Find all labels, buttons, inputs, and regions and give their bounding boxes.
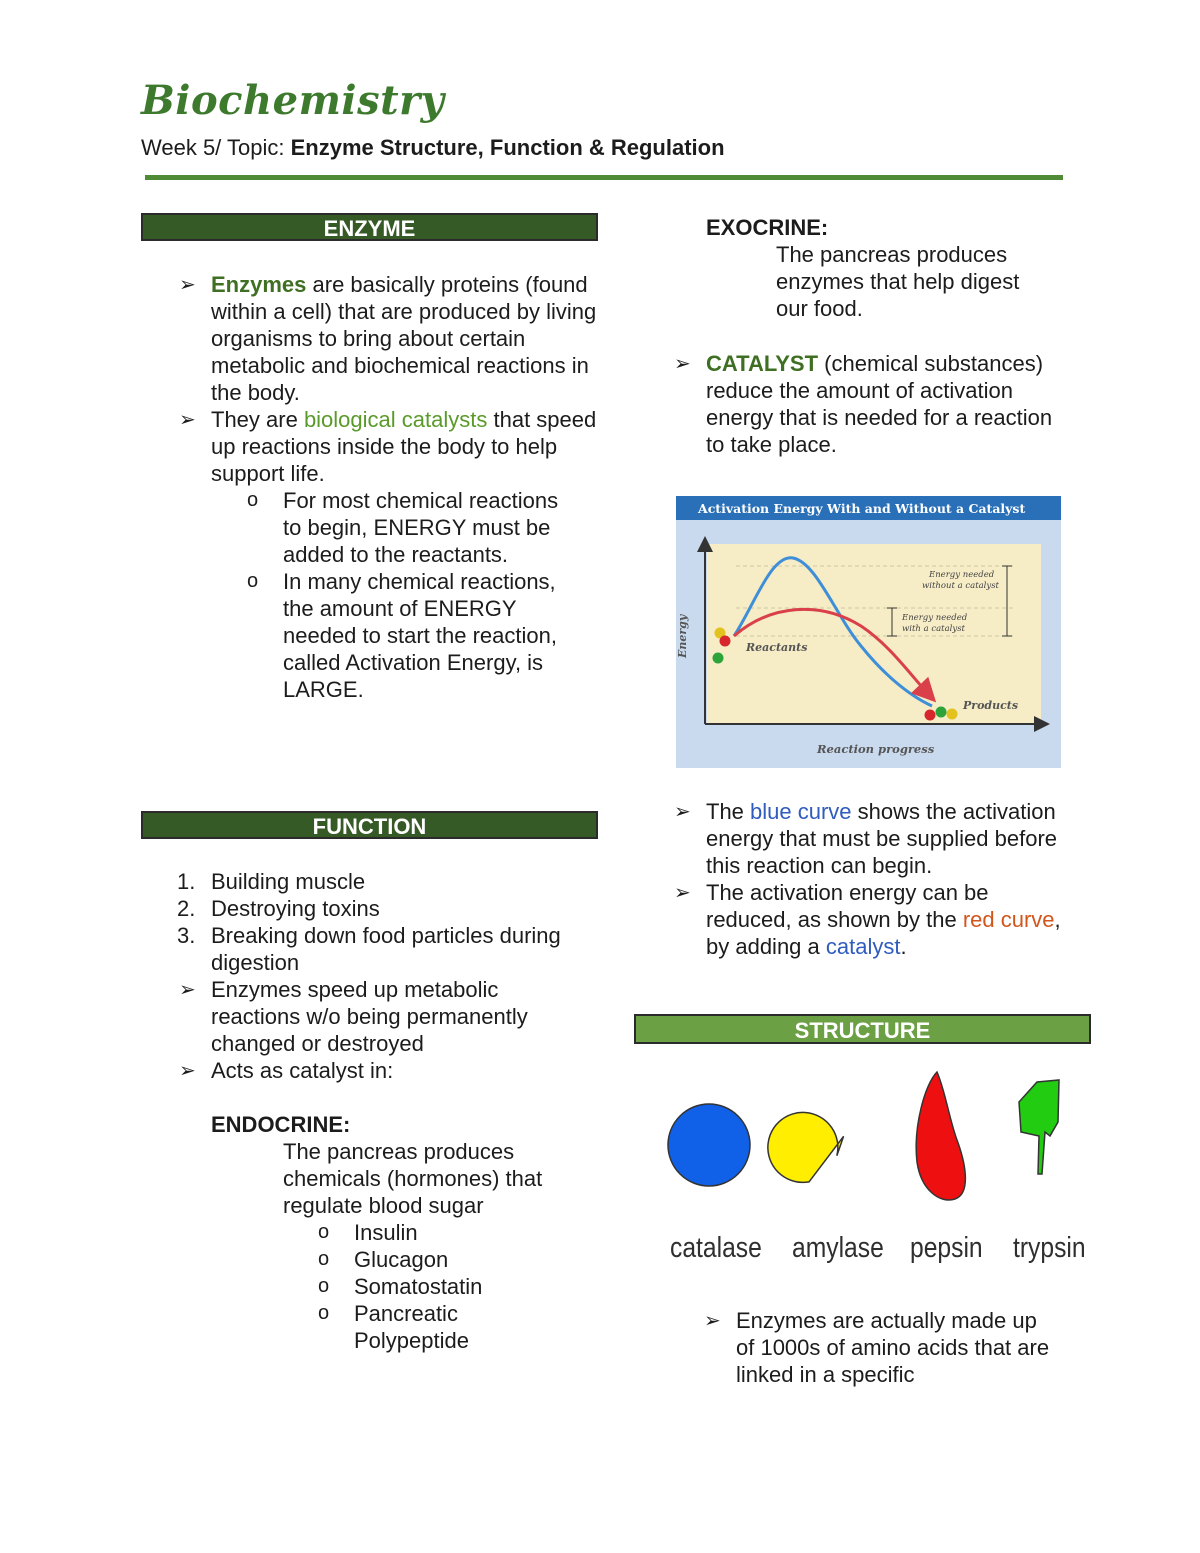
blue-curve-term: blue curve xyxy=(750,799,852,824)
function-item-3-text: Breaking down food particles during digestion xyxy=(211,923,561,975)
red-curve-term: red curve xyxy=(962,907,1055,932)
hormone-item: o Glucagon xyxy=(141,1246,481,1273)
function-item-1 xyxy=(141,868,601,895)
catalyst-link-term: catalyst xyxy=(825,934,901,959)
catalyst-block xyxy=(636,350,1056,458)
enzyme-shapes xyxy=(655,1062,1095,1212)
blue-bullet-post: shows the activation energy that must be supplied before this reaction can begin. xyxy=(706,799,1058,878)
reactant-molecule xyxy=(720,636,731,647)
function-item-3-number: 3. xyxy=(177,923,196,948)
structure-bullet-block xyxy=(666,1307,1056,1388)
blue-curve-bullet xyxy=(636,798,1066,879)
function-item-1-number: 1. xyxy=(177,869,196,894)
enzyme-section-band: ENZYME xyxy=(141,213,598,241)
structure-section-band: STRUCTURE xyxy=(634,1014,1091,1044)
exocrine-heading: EXOCRINE: xyxy=(706,215,829,240)
hormone-item: o Insulin xyxy=(141,1219,481,1246)
y-axis-label: Energy xyxy=(676,614,689,658)
curve-explanation-block xyxy=(636,798,1066,960)
catalyst-bullet-text: (chemical substances) reduce the amount of activation energy that is needed for a reaction to take place. xyxy=(706,351,1053,457)
function-item-3 xyxy=(141,922,601,976)
product-molecule xyxy=(936,707,947,718)
reactant-molecule xyxy=(713,653,724,664)
red-bullet-pre: The activation energy can be reduced, as shown by the xyxy=(706,880,989,932)
function-item-2-text: Destroying toxins xyxy=(211,896,380,921)
catalase-shape xyxy=(668,1104,750,1186)
exocrine-text: The pancreas produces enzymes that help digest our food. xyxy=(776,242,1020,321)
red-bullet-post: . xyxy=(900,934,907,959)
function-item-1-text: Building muscle xyxy=(211,869,366,894)
trypsin-label: trypsin xyxy=(1013,1232,1086,1264)
with-catalyst-label-2: with a catalyst xyxy=(902,624,965,634)
activation-energy-figure xyxy=(676,496,1061,768)
subtitle-prefix: Week 5/ Topic: xyxy=(141,135,291,160)
enzyme-bullet-2-post: that speed up reactions inside the body to help support life. xyxy=(211,407,597,486)
function-item-2-number: 2. xyxy=(177,896,196,921)
enzyme-subbullet-2: o In many chemical reactions, the amount of ENERGY needed to start the reaction, called Activation Energy, is LARGE. xyxy=(141,568,561,703)
hormone-item: o Pancreatic Polypeptide xyxy=(141,1300,481,1354)
catalyst-bullet xyxy=(636,350,1056,458)
enzyme-section-body xyxy=(141,271,601,703)
enzymes-term: Enzymes xyxy=(211,272,307,297)
function-arrow-1: ➢ Enzymes speed up metabolic reactions w/o being permanently changed or destroyed xyxy=(141,976,571,1057)
activation-energy-chart xyxy=(676,496,1061,768)
pepsin-shape xyxy=(916,1072,965,1200)
document-subtitle xyxy=(141,134,725,161)
function-item-2 xyxy=(141,895,601,922)
endocrine-heading: ENDOCRINE: xyxy=(211,1112,351,1137)
products-label: Products xyxy=(963,699,1019,712)
with-catalyst-label-1: Energy needed xyxy=(902,613,968,623)
catalyst-term: CATALYST xyxy=(706,351,819,376)
reactants-label: Reactants xyxy=(746,641,808,654)
amylase-label: amylase xyxy=(792,1232,884,1264)
pepsin-label: pepsin xyxy=(910,1232,983,1264)
red-curve-bullet xyxy=(636,879,1066,960)
enzyme-bullet-2-pre: They are xyxy=(211,407,304,432)
enzyme-bullet-1-text: are basically proteins (found within a cell) that are produced by living organisms to bring about certain metabolic and biochemical reactions in the body. xyxy=(211,272,597,405)
without-catalyst-label-2: without a catalyst xyxy=(922,581,999,591)
subtitle-topic: Enzyme Structure, Function & Regulation xyxy=(290,135,725,160)
red-bullet-mid: , by adding a xyxy=(706,907,1061,959)
figure-title: Activation Energy With and Without a Catalyst xyxy=(698,501,1026,516)
enzyme-bullet-2 xyxy=(141,406,601,487)
product-molecule xyxy=(925,710,936,721)
function-arrow-2: ➢ Acts as catalyst in: xyxy=(141,1057,571,1084)
function-section-body xyxy=(141,868,601,1354)
header-divider xyxy=(145,175,1063,180)
amylase-shape xyxy=(758,1100,854,1192)
hormone-item: o Somatostatin xyxy=(141,1273,481,1300)
trypsin-shape xyxy=(1019,1080,1059,1174)
enzyme-shapes-svg xyxy=(655,1062,1095,1212)
enzyme-subbullet-1: o For most chemical reactions to begin, ENERGY must be added to the reactants. xyxy=(141,487,561,568)
blue-bullet-pre: The xyxy=(706,799,751,824)
exocrine-block xyxy=(706,214,1066,322)
enzyme-bullet-1 xyxy=(141,271,601,406)
function-section-band: FUNCTION xyxy=(141,811,598,839)
catalase-label: catalase xyxy=(670,1232,762,1264)
x-axis-label: Reaction progress xyxy=(817,742,935,756)
biological-catalysts-term: biological catalysts xyxy=(303,407,488,432)
without-catalyst-label-1: Energy needed xyxy=(929,570,995,580)
structure-bullet: ➢ Enzymes are actually made up of 1000s of amino acids that are linked in a specific xyxy=(666,1307,1056,1388)
endocrine-text: The pancreas produces chemicals (hormones) that regulate blood sugar xyxy=(283,1139,543,1218)
document-title: Biochemistry xyxy=(141,77,445,124)
product-molecule xyxy=(947,709,958,720)
